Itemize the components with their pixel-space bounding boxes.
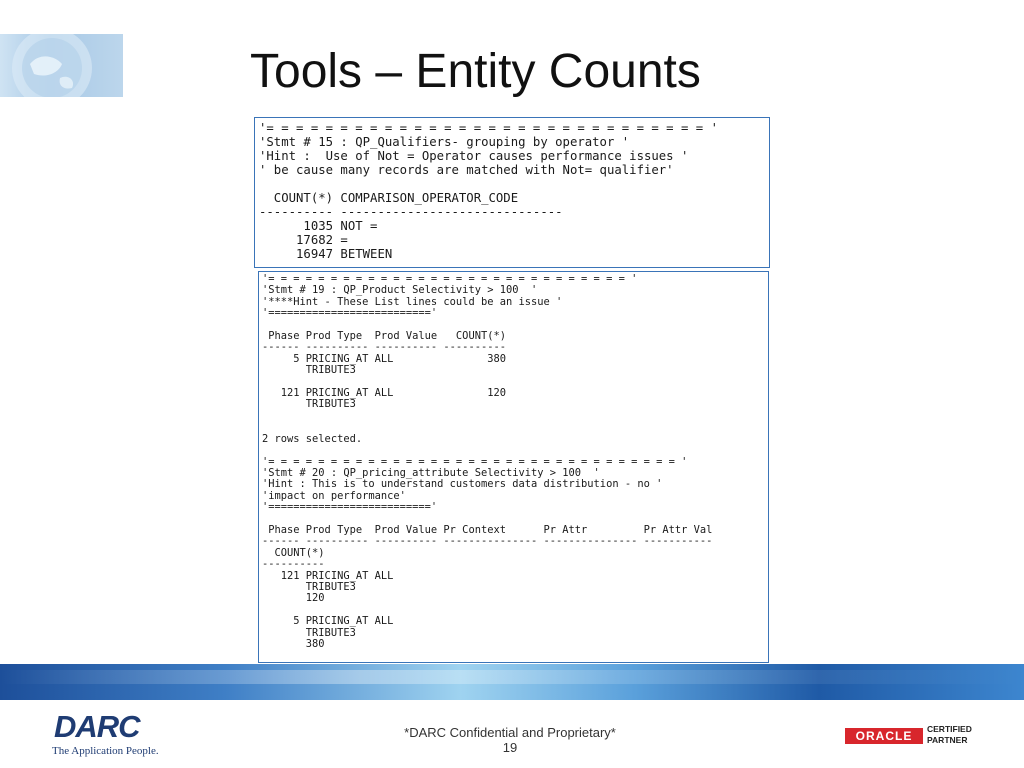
oracle-certified-text: CERTIFIED PARTNER <box>927 724 972 745</box>
code-line: 2 rows selected. <box>262 432 363 445</box>
code-line: 'Hint : Use of Not = Operator causes performance issues ' <box>259 149 689 163</box>
code-line: ---------- <box>262 558 325 571</box>
code-line: COUNT(*) COMPARISON_OPERATOR_CODE <box>259 191 519 205</box>
code-line: Phase Prod Type Prod Value Pr Context Pr Attr Pr Attr Val <box>262 523 713 536</box>
code-line: 121 PRICING_AT ALL <box>262 569 394 582</box>
globe-decoration <box>0 34 123 97</box>
code-line: 16947 BETWEEN <box>259 247 393 261</box>
globe-icon <box>0 34 123 97</box>
code-line: 'Stmt # 15 : QP_Qualifiers- grouping by operator ' <box>259 135 630 149</box>
code-line: '= = = = = = = = = = = = = = = = = = = = = = = = = = = = = ' <box>262 273 638 285</box>
sql-output-panel-stmt15 <box>254 117 770 268</box>
code-line: '****Hint - These List lines could be an issue ' <box>262 295 563 308</box>
darc-logo <box>50 709 180 765</box>
footer-band-highlight <box>0 670 1024 684</box>
code-line: TRIBUTE3 <box>262 580 356 593</box>
code-line: ------ ---------- ---------- ---------- <box>262 341 506 354</box>
darc-tagline: The Application People. <box>52 745 159 757</box>
code-line: TRIBUTE3 <box>262 626 356 639</box>
code-line: COUNT(*) <box>262 546 325 559</box>
page-title: Tools – Entity Counts <box>250 45 701 98</box>
code-line: ------ ---------- ---------- --------------- --------------- ----------- <box>262 535 713 548</box>
code-line: ' be cause many records are matched with Not= qualifier' <box>259 163 674 177</box>
page-number: 19 <box>502 740 518 755</box>
code-line: 'Stmt # 19 : QP_Product Selectivity > 100 ' <box>262 284 538 297</box>
code-line: TRIBUTE3 <box>262 364 356 377</box>
code-line: 5 PRICING_AT ALL <box>262 615 394 628</box>
code-line: 17682 = <box>259 233 348 247</box>
code-line: 120 <box>262 592 325 605</box>
code-line: 121 PRICING_AT ALL 120 <box>262 387 506 400</box>
sql-output-panel-stmt19-20 <box>258 271 769 663</box>
code-line: 'Stmt # 20 : QP_pricing_attribute Selectivity > 100 ' <box>262 466 600 479</box>
code-line <box>259 177 769 191</box>
code-line: TRIBUTE3 <box>262 398 356 411</box>
code-line <box>262 422 768 433</box>
footer <box>360 725 660 755</box>
code-line: ---------- ------------------------------ <box>259 205 563 219</box>
code-line: 5 PRICING_AT ALL 380 <box>262 352 506 365</box>
darc-logo-word: DARC <box>54 709 140 744</box>
code-line: 'Hint : This is to understand customers data distribution - no ' <box>262 478 663 491</box>
code-line: 380 <box>262 638 325 650</box>
code-line <box>262 445 768 456</box>
code-line: '= = = = = = = = = = = = = = = = = = = = = = = = = = = = = = ' <box>259 121 719 135</box>
code-line: 'impact on performance' <box>262 489 406 502</box>
oracle-logo-word: ORACLE <box>845 728 923 744</box>
code-line: '= = = = = = = = = = = = = = = = = = = = = = = = = = = = = = = = = ' <box>262 455 688 468</box>
code-line: 1035 NOT = <box>259 219 378 233</box>
code-line <box>262 411 768 422</box>
code-line: '==========================' <box>262 501 438 514</box>
confidential-notice: *DARC Confidential and Proprietary* <box>404 725 616 740</box>
code-line: '==========================' <box>262 307 438 320</box>
code-line: Phase Prod Type Prod Value COUNT(*) <box>262 330 506 343</box>
